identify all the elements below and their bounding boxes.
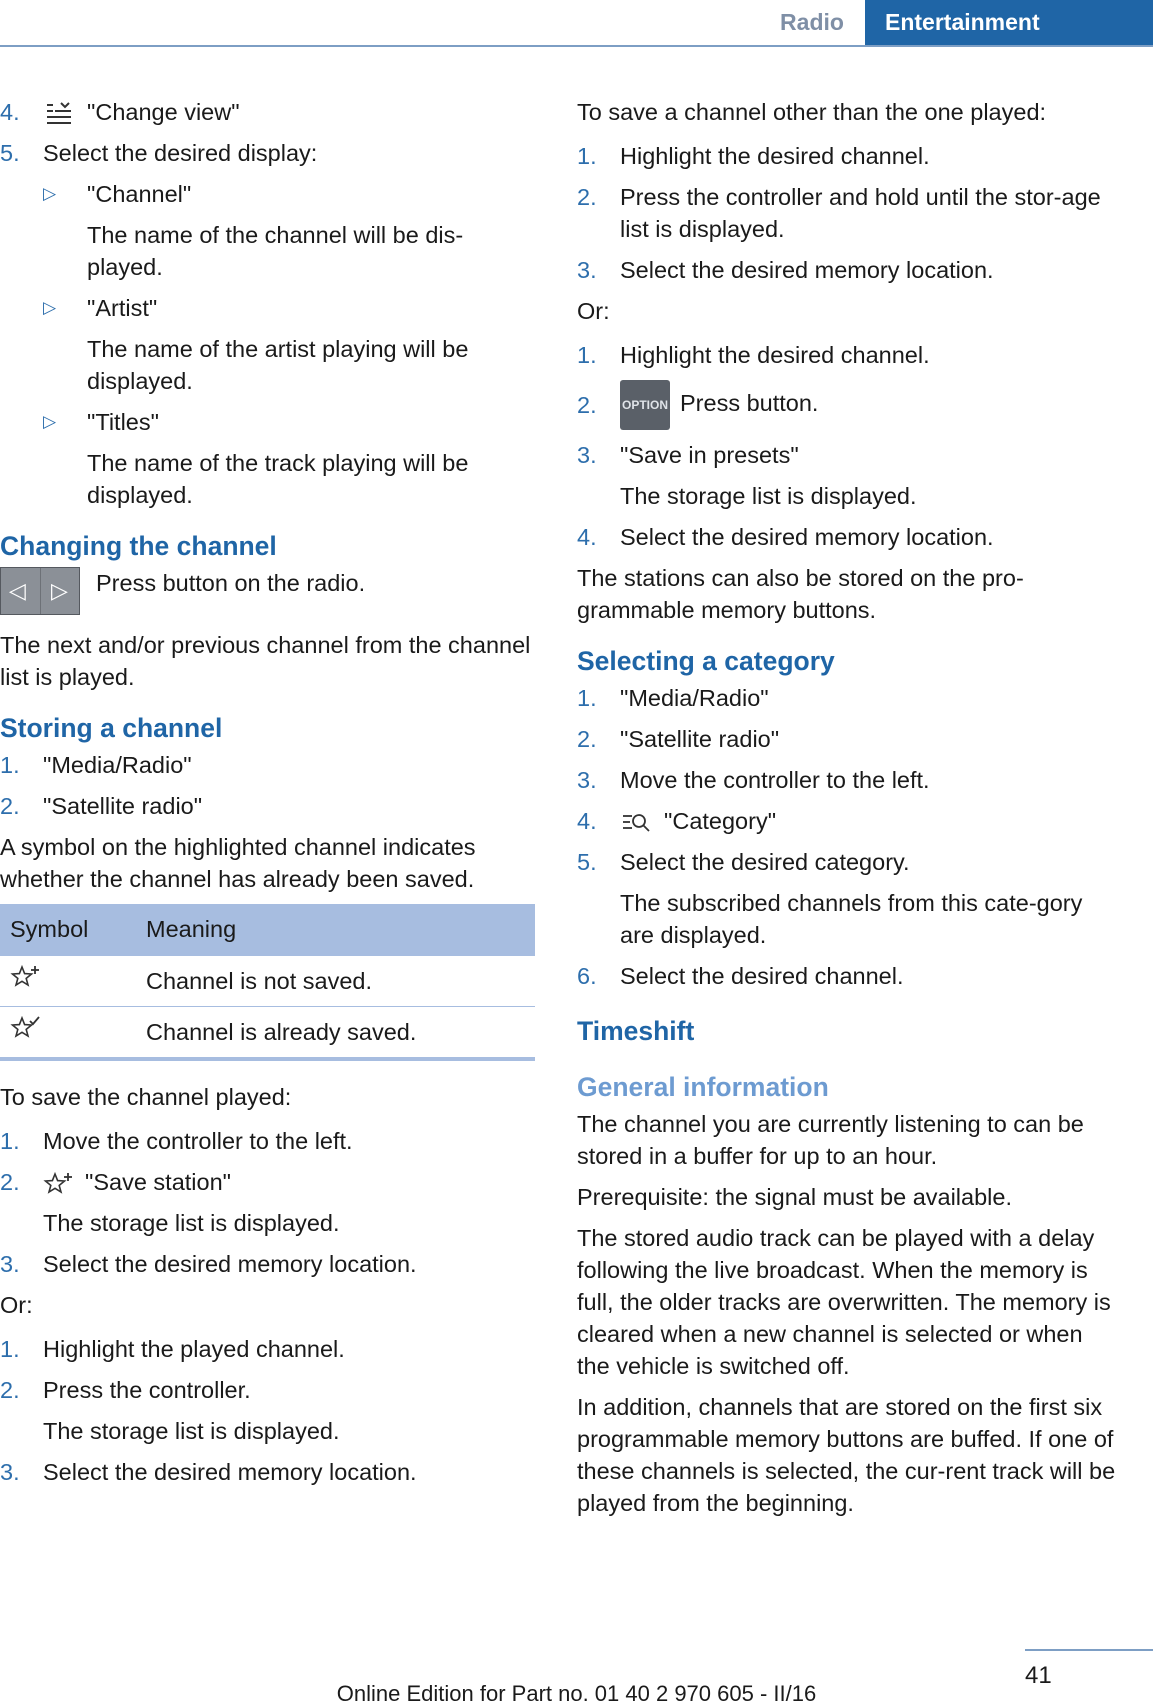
step-text: Highlight the desired channel. xyxy=(620,342,930,368)
step-text: Press the controller. xyxy=(43,1377,251,1403)
step-text: Select the desired display: xyxy=(43,140,318,166)
right-column xyxy=(577,96,1117,1528)
list-item xyxy=(577,723,1117,755)
step-number: 2. xyxy=(577,726,597,752)
step-number: 4. xyxy=(0,99,20,125)
step-number: 1. xyxy=(0,1336,20,1362)
header-section-radio: Radio xyxy=(780,9,844,35)
programmable-note: The stations can also be stored on the pro‐grammable memory buttons. xyxy=(577,565,1024,623)
list-item xyxy=(577,521,1117,553)
step-text: Press button. xyxy=(680,390,819,417)
step-text: "Media/Radio" xyxy=(620,685,769,711)
step-text: Select the desired channel. xyxy=(620,963,904,989)
triangle-bullet-icon: ▷ xyxy=(43,412,57,431)
radio-button-text: Press button on the radio. xyxy=(96,570,366,596)
list-item xyxy=(577,805,1117,837)
step-text: Select the desired category. xyxy=(620,849,910,875)
step-continuation: The subscribed channels from this cate‐gory are displayed. xyxy=(620,890,1083,948)
change-view-icon xyxy=(43,101,75,127)
list-item xyxy=(577,380,1117,430)
symbol-intro: A symbol on the highlighted channel indicates whether the channel has already been saved. xyxy=(0,834,476,892)
list-item xyxy=(0,1125,535,1157)
left-column xyxy=(0,96,535,1497)
step-text: "Satellite radio" xyxy=(43,793,203,819)
paragraph: Prerequisite: the signal must be available. xyxy=(577,1184,1012,1210)
option-label: "Titles" xyxy=(87,409,159,435)
step-text: "Media/Radio" xyxy=(43,752,192,778)
save-played-intro: To save the channel played: xyxy=(0,1084,292,1110)
table-cell-meaning: Channel is already saved. xyxy=(136,1007,535,1060)
star-plus-icon xyxy=(10,964,40,990)
step-number: 2. xyxy=(0,1169,20,1195)
header-rule xyxy=(0,45,1153,47)
step-number: 1. xyxy=(0,752,20,778)
save-other-intro: To save a channel other than the one played: xyxy=(577,99,1047,125)
paragraph: In addition, channels that are stored on the first six programmable memory buttons are buffed. If one of these channels is selected, the cur‐rent track will be played from the beginning. xyxy=(577,1394,1116,1516)
changing-description: The next and/or previous channel from the channel list is played. xyxy=(0,632,531,690)
list-item xyxy=(0,1166,535,1239)
display-option xyxy=(43,178,535,283)
step-number: 5. xyxy=(0,140,20,166)
heading-changing-channel: Changing the channel xyxy=(0,531,277,561)
table-cell-meaning: Channel is not saved. xyxy=(136,955,535,1007)
or-label: Or: xyxy=(577,298,610,324)
list-item xyxy=(577,254,1117,286)
paragraph: The channel you are currently listening to can be stored in a buffer for up to an hour. xyxy=(577,1111,1084,1169)
list-item xyxy=(0,96,535,128)
step-number: 2. xyxy=(0,793,20,819)
option-button-icon: OPTION xyxy=(620,380,670,430)
star-plus-icon xyxy=(43,1171,73,1197)
list-item xyxy=(577,682,1117,714)
list-item xyxy=(0,790,535,822)
footer-rule xyxy=(1025,1649,1153,1651)
table-header-symbol: Symbol xyxy=(0,904,136,955)
option-label: "Artist" xyxy=(87,295,158,321)
step-text: Select the desired memory location. xyxy=(620,524,994,550)
step-text: Highlight the played channel. xyxy=(43,1336,345,1362)
step-continuation: The storage list is displayed. xyxy=(43,1418,340,1444)
list-item xyxy=(0,1333,535,1365)
table-cell-symbol xyxy=(0,955,136,1007)
step-text: Select the desired memory location. xyxy=(620,257,994,283)
paragraph: The stored audio track can be played with a delay following the live broadcast. When the memory is full, the older tracks are overwritten. The memory is cleared when a new channel is selected or when the vehicle is switched off. xyxy=(577,1225,1111,1379)
prev-next-rocker-icon: ◁ ▷ xyxy=(0,567,80,615)
list-item xyxy=(0,1374,535,1447)
option-label: "Channel" xyxy=(87,181,192,207)
page-header xyxy=(0,0,1153,48)
list-item xyxy=(0,1248,535,1280)
display-option xyxy=(43,292,535,397)
step-continuation: The storage list is displayed. xyxy=(43,1210,340,1236)
step-number: 1. xyxy=(577,685,597,711)
step-number: 4. xyxy=(577,808,597,834)
option-description: The name of the channel will be dis‐played. xyxy=(87,222,464,280)
step-number: 1. xyxy=(577,342,597,368)
step-number: 3. xyxy=(577,767,597,793)
step-number: 2. xyxy=(577,184,597,210)
step-text: Press the controller and hold until the stor‐age list is displayed. xyxy=(620,184,1101,242)
step-number: 3. xyxy=(577,442,597,468)
step-number: 2. xyxy=(0,1377,20,1403)
option-description: The name of the track playing will be displayed. xyxy=(87,450,469,508)
step-text: Select the desired memory location. xyxy=(43,1251,417,1277)
list-item xyxy=(577,140,1117,172)
step-text: "Save in presets" xyxy=(620,442,799,468)
or-label: Or: xyxy=(0,1292,33,1318)
radio-button-row xyxy=(0,567,535,615)
heading-storing-channel: Storing a channel xyxy=(0,713,223,743)
list-item xyxy=(577,764,1117,796)
step-number: 6. xyxy=(577,963,597,989)
heading-selecting-category: Selecting a category xyxy=(577,646,835,676)
list-item xyxy=(0,137,535,511)
edition-note: Online Edition for Part no. 01 40 2 970 605 - II/16 xyxy=(336,1681,817,1706)
step-text: "Save station" xyxy=(85,1169,232,1195)
page-number: 41 xyxy=(1025,1662,1052,1689)
table-header-row xyxy=(0,904,535,955)
triangle-bullet-icon: ▷ xyxy=(43,184,57,203)
table-row xyxy=(0,955,535,1007)
list-item xyxy=(577,960,1117,992)
star-check-icon xyxy=(10,1015,40,1041)
header-chapter-entertainment: Entertainment xyxy=(865,0,1153,47)
step-text: "Change view" xyxy=(87,99,240,125)
step-number: 4. xyxy=(577,524,597,550)
list-item xyxy=(0,749,535,781)
table-row xyxy=(0,1007,535,1060)
step-continuation: The storage list is displayed. xyxy=(620,483,917,509)
step-number: 1. xyxy=(0,1128,20,1154)
step-text: Move the controller to the left. xyxy=(620,767,930,793)
triangle-bullet-icon: ▷ xyxy=(43,298,57,317)
step-text: "Satellite radio" xyxy=(620,726,780,752)
symbol-table xyxy=(0,904,535,1061)
table-header-meaning: Meaning xyxy=(136,904,535,955)
step-text: "Category" xyxy=(664,808,777,834)
step-text: Move the controller to the left. xyxy=(43,1128,353,1154)
step-number: 2. xyxy=(577,392,597,418)
list-item xyxy=(0,1456,535,1488)
step-number: 1. xyxy=(577,143,597,169)
display-option xyxy=(43,406,535,511)
heading-timeshift: Timeshift xyxy=(577,1016,695,1046)
step-number: 3. xyxy=(0,1251,20,1277)
step-number: 5. xyxy=(577,849,597,875)
option-description: The name of the artist playing will be displayed. xyxy=(87,336,469,394)
table-cell-symbol xyxy=(0,1007,136,1060)
list-item xyxy=(577,181,1117,245)
step-number: 3. xyxy=(577,257,597,283)
list-item xyxy=(577,846,1117,951)
heading-general-information: General information xyxy=(577,1072,829,1102)
category-icon xyxy=(620,810,652,836)
list-item xyxy=(577,339,1117,371)
step-text: Select the desired memory location. xyxy=(43,1459,417,1485)
list-item xyxy=(577,439,1117,512)
step-text: Highlight the desired channel. xyxy=(620,143,930,169)
step-number: 3. xyxy=(0,1459,20,1485)
